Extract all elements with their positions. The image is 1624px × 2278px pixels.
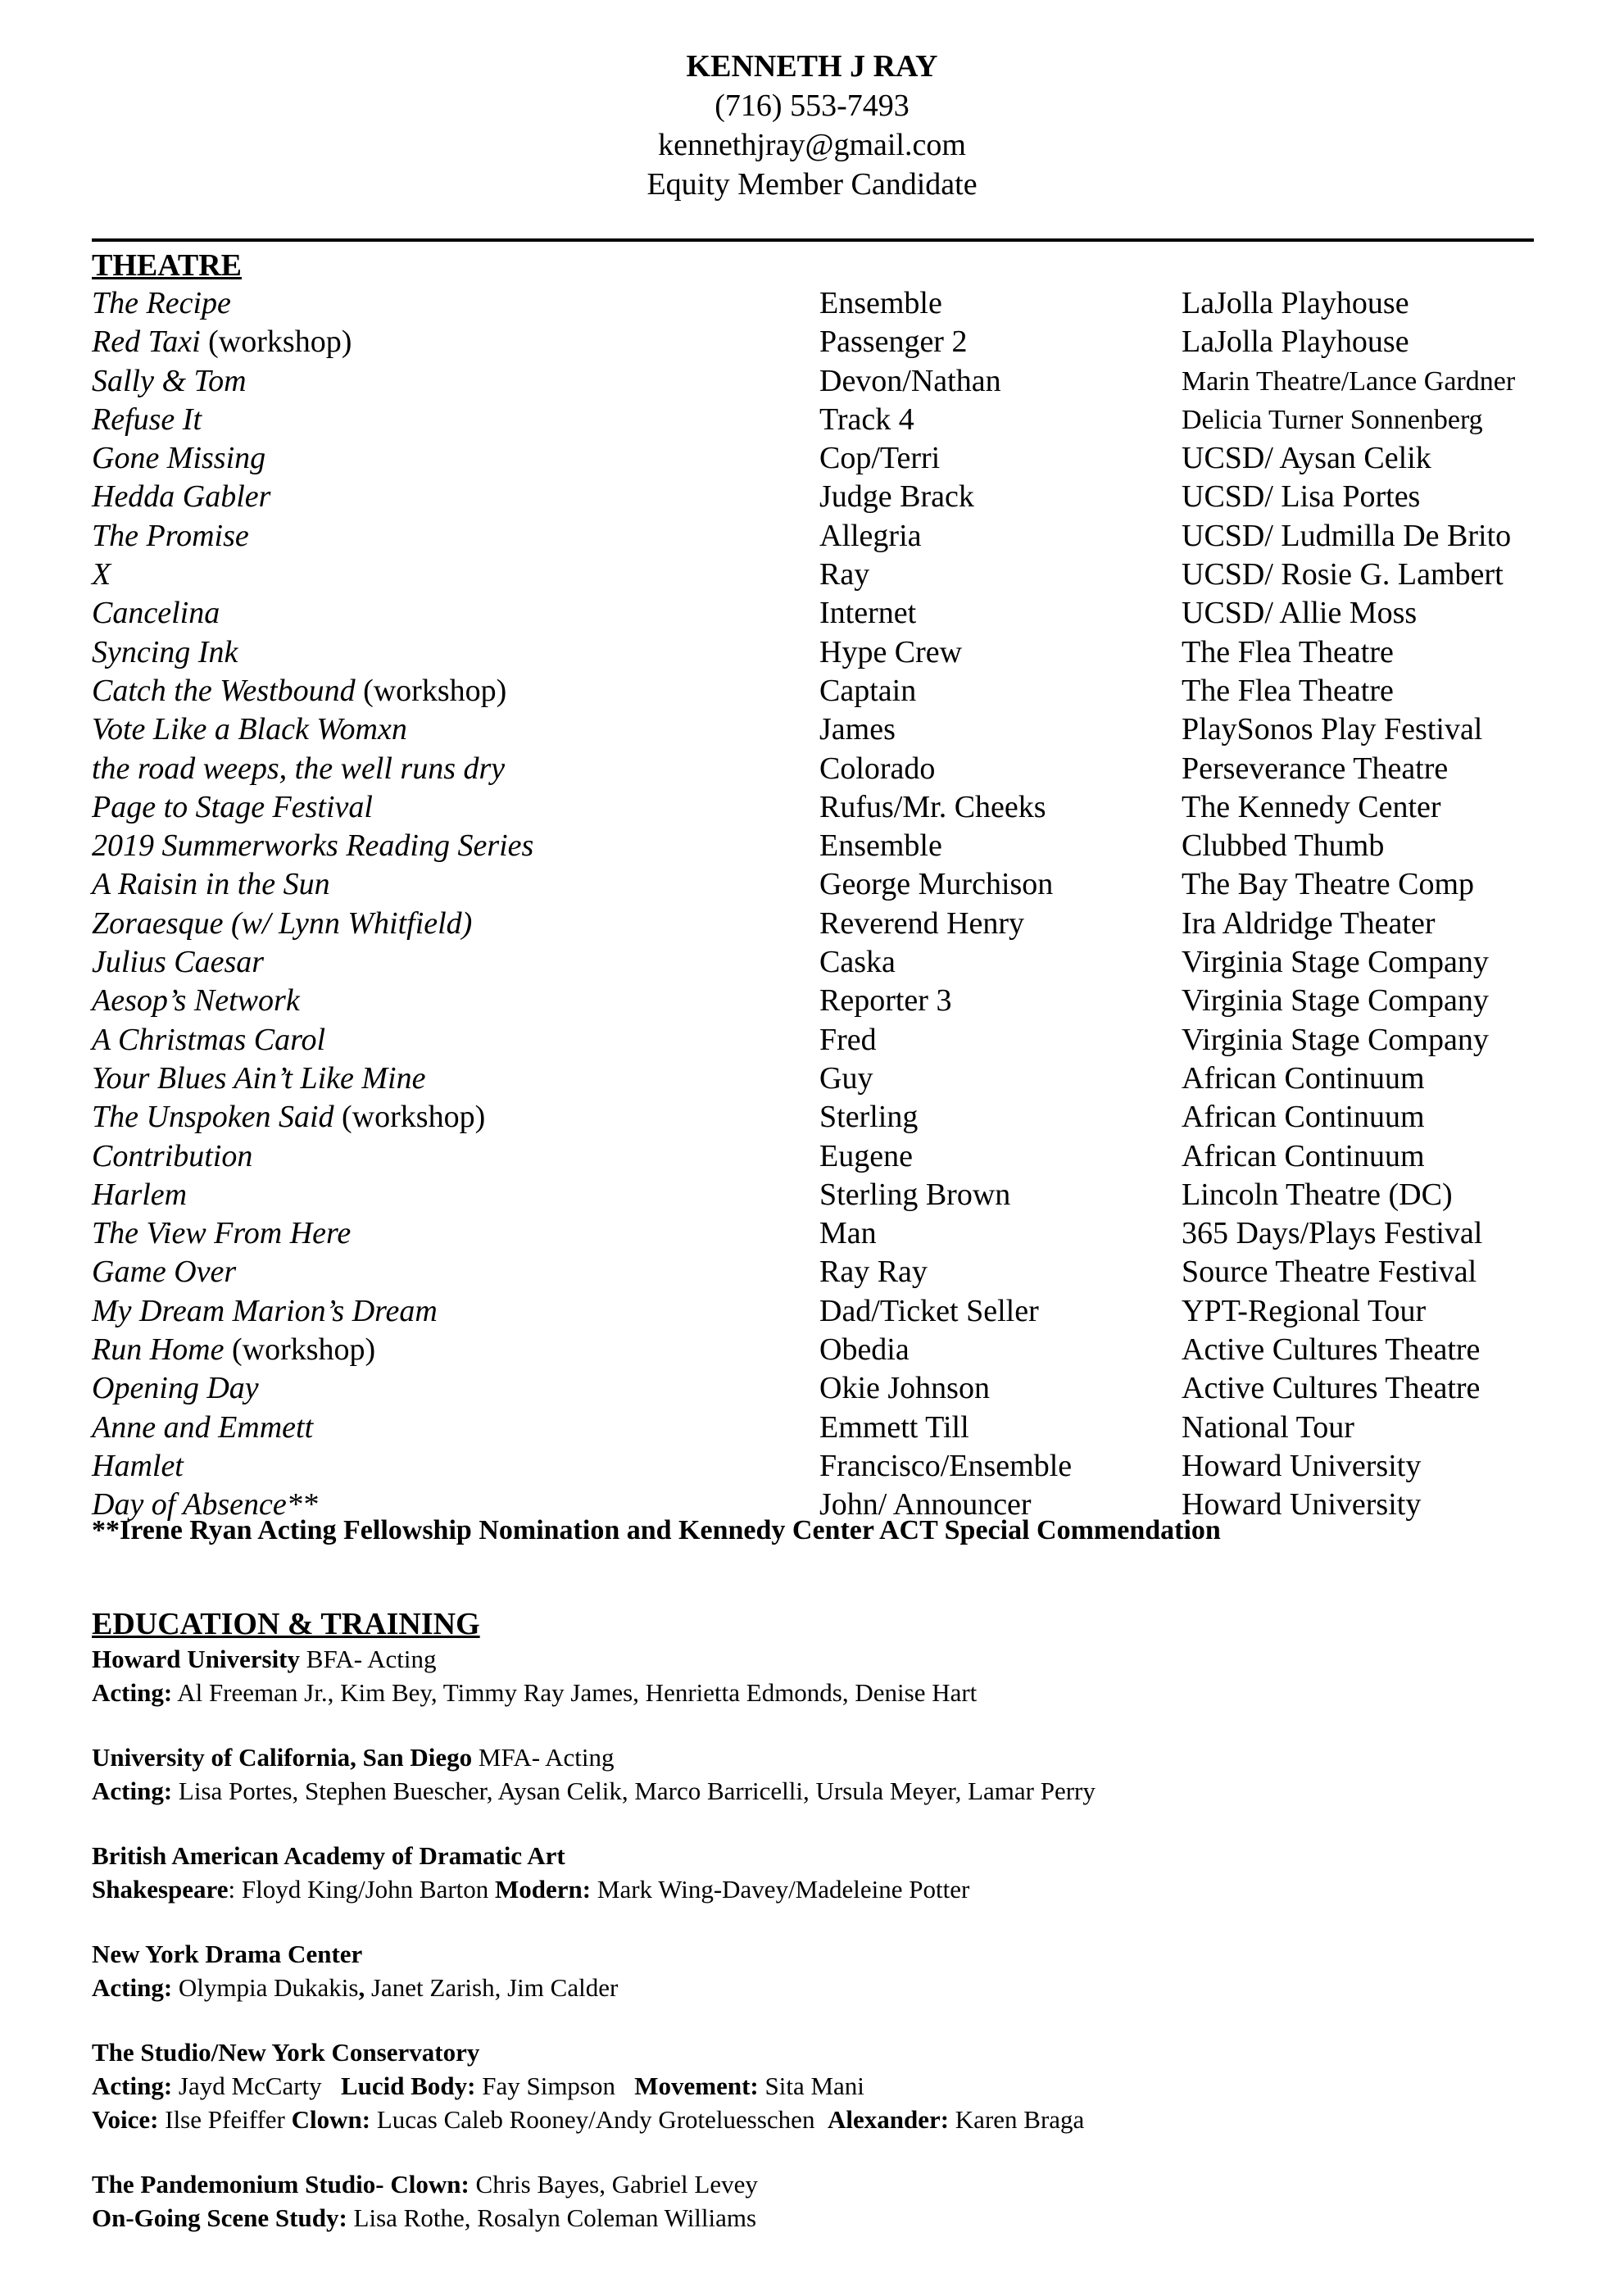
production-name: Game Over [92,1255,237,1290]
production-title [92,827,533,865]
venue: Source Theatre Festival [1182,1255,1477,1290]
teachers: Lucas Caleb Rooney/Andy Groteluesschen [370,2105,828,2134]
production-title [92,1137,252,1176]
production-name: Vote Like a Black Womxn [92,712,407,747]
role: Eugene [819,1138,913,1173]
credit-row [92,1253,1550,1291]
production-title [92,401,202,439]
degree: BFA- Acting [300,1645,437,1673]
venue: The Kennedy Center [1182,789,1441,824]
credit-row [92,672,1550,710]
education-heading: EDUCATION & TRAINING [92,1607,480,1641]
training-label: The Pandemonium Studio- Clown: [92,2170,470,2199]
phone-number: (716) 553-7493 [714,88,910,123]
production-name: Cancelina [92,596,220,631]
production-name: A Christmas Carol [92,1022,326,1057]
venue: The Bay Theatre Comp [1182,867,1475,902]
production-name: Gone Missing [92,441,266,476]
teachers: Al Freeman Jr., Kim Bey, Timmy Ray James, Henrietta Edmonds, Denise Hart [172,1678,978,1707]
credit-row [92,362,1550,401]
teachers: : Floyd King/John Barton [228,1875,496,1904]
teachers: Olympia Dukakis [172,1973,359,2002]
venue: Howard University [1182,1448,1422,1483]
role: Guy [819,1060,873,1096]
role: Caska [819,945,896,980]
credit-row [92,323,1550,361]
venue: African Continuum [1182,1138,1425,1173]
production-title [92,1331,375,1369]
production-title [92,788,373,827]
venue: 365 Days/Plays Festival [1182,1216,1483,1251]
role: Allegria [819,518,922,553]
credit-row [92,943,1550,982]
training-label: Clown: [291,2105,371,2134]
venue: Active Cultures Theatre [1182,1332,1481,1368]
credit-row [92,827,1550,865]
training-label: Acting: [92,1777,173,1805]
credit-row [92,865,1550,904]
production-name: Refuse It [92,402,202,437]
school-name: British American Academy of Dramatic Art [92,1841,565,1870]
production-title [92,517,249,556]
credit-row [92,1060,1550,1098]
venue: UCSD/ Allie Moss [1182,596,1418,631]
credit-row [92,517,1550,556]
venue: Clubbed Thumb [1182,828,1385,864]
role: George Murchison [819,867,1054,902]
credit-row [92,556,1550,594]
role: Man [819,1216,877,1251]
production-title [92,478,270,516]
credit-row [92,1409,1550,1447]
production-title [92,865,330,904]
credit-row [92,1176,1550,1214]
credit-row [92,905,1550,943]
credit-row [92,982,1550,1020]
production-title [92,1409,313,1447]
production-name: Anne and Emmett [92,1409,314,1445]
production-name: The Recipe [92,286,231,320]
production-title [92,594,220,633]
role: Ensemble [819,286,942,320]
role: Passenger 2 [819,324,968,360]
production-name: Sally & Tom [92,363,247,398]
separator: , [358,1973,365,2002]
production-name: Red Taxi [92,324,201,360]
credit-row [92,1292,1550,1331]
venue: National Tour [1182,1409,1354,1445]
training-label: Lucid Body: [340,2072,476,2100]
role: Internet [819,596,917,631]
credit-row [92,710,1550,749]
production-name: Page to Stage Festival [92,789,373,824]
production-title [92,982,300,1020]
production-name: Syncing Ink [92,634,238,669]
production-name: Julius Caesar [92,945,265,980]
teachers: Ilse Pfeiffer [158,2105,292,2134]
training-label: Acting: [92,1973,173,2002]
venue: Perseverance Theatre [1182,751,1449,786]
education-ucsd [92,1740,1534,1808]
venue: Ira Aldridge Theater [1182,905,1436,941]
credit-row [92,439,1550,478]
role: Judge Brack [819,479,974,515]
school-name: New York Drama Center [92,1940,363,1968]
training-label: Acting: [92,2072,173,2100]
school-name: University of California, San Diego [92,1743,473,1772]
role: Ray [819,557,870,592]
credit-row [92,1214,1550,1253]
production-title [92,943,264,982]
credit-row [92,1369,1550,1408]
production-title [92,710,407,749]
venue: Virginia Stage Company [1182,1022,1489,1057]
teachers: Sita Mani [758,2072,864,2100]
production-title [92,323,352,361]
email-address: kennethjray@gmail.com [658,128,966,162]
teachers: Lisa Rothe, Rosalyn Coleman Williams [347,2203,757,2232]
production-name: The Promise [92,518,249,553]
credit-row [92,1137,1550,1176]
role: Emmett Till [819,1409,969,1445]
role: Reverend Henry [819,905,1025,941]
venue: UCSD/ Rosie G. Lambert [1182,557,1504,592]
credit-row [92,594,1550,633]
school-name: The Studio/New York Conservatory [92,2038,480,2067]
role: Rufus/Mr. Cheeks [819,789,1046,824]
production-name: Aesop’s Network [92,983,300,1019]
venue: Lincoln Theatre (DC) [1182,1177,1453,1212]
role: Francisco/Ensemble [819,1448,1073,1483]
credit-row [92,284,1550,323]
production-title [92,672,506,710]
education-bada [92,1839,1534,1906]
role: Cop/Terri [819,441,941,476]
venue: LaJolla Playhouse [1182,286,1409,320]
production-note: (workshop) [224,1332,376,1368]
role: Ray Ray [819,1255,928,1290]
role: Sterling [819,1100,919,1135]
credit-row [92,1331,1550,1369]
production-name: Day of Absence** [92,1487,318,1522]
venue: Howard University [1182,1487,1422,1522]
venue: PlaySonos Play Festival [1182,712,1483,747]
role: Captain [819,673,917,708]
production-name: The View From Here [92,1216,352,1251]
header-divider [92,238,1534,242]
production-title [92,750,505,788]
production-name: Zoraesque (w/ Lynn Whitfield) [92,905,473,941]
teachers: Lisa Portes, Stephen Buescher, Aysan Celik, Marco Barricelli, Ursula Meyer, Lamar Perry [172,1777,1096,1805]
credit-row [92,478,1550,516]
education-nydc [92,1937,1534,2004]
credit-row [92,750,1550,788]
production-name: X [92,557,111,592]
production-name: Hamlet [92,1448,184,1483]
training-label: Movement: [634,2072,759,2100]
production-name: the road weeps, the well runs dry [92,751,506,786]
venue: The Flea Theatre [1182,634,1394,669]
venue: LaJolla Playhouse [1182,324,1409,360]
production-title [92,1098,485,1137]
production-title [92,905,472,943]
venue: UCSD/ Ludmilla De Brito [1182,518,1512,553]
teachers: Janet Zarish, Jim Calder [365,1973,619,2002]
theatre-credits [92,284,1550,1525]
role: Track 4 [819,402,914,437]
production-title [92,1021,325,1060]
training-label: Voice: [92,2105,159,2134]
training-label: On-Going Scene Study: [92,2203,347,2232]
role: James [819,712,896,747]
production-name: Harlem [92,1177,188,1212]
role: John/ Announcer [819,1487,1032,1522]
training-label: Shakespeare [92,1875,229,1904]
theatre-heading: THEATRE [92,248,243,283]
production-name: 2019 Summerworks Reading Series [92,828,534,864]
production-title [92,633,238,672]
education-list [92,1642,1534,2235]
production-title [92,556,111,594]
production-name: The Unspoken Said [92,1100,334,1135]
venue: African Continuum [1182,1100,1425,1135]
production-name: Your Blues Ain’t Like Mine [92,1060,426,1096]
role: Ensemble [819,828,942,864]
education-studio [92,2035,1534,2136]
venue: Active Cultures Theatre [1182,1371,1481,1406]
production-name: Opening Day [92,1371,259,1406]
production-title [92,362,247,401]
production-title [92,439,265,478]
union-status: Equity Member Candidate [646,167,978,202]
production-name: Run Home [92,1332,225,1368]
production-title [92,1176,187,1214]
venue: African Continuum [1182,1060,1425,1096]
production-note: (workshop) [200,324,352,360]
role: Colorado [819,751,936,786]
production-title [92,1214,351,1253]
production-name: Contribution [92,1138,253,1173]
credit-row [92,1098,1550,1137]
venue: YPT-Regional Tour [1182,1293,1427,1328]
venue: UCSD/ Aysan Celik [1182,441,1431,476]
school-name: Howard University [92,1645,301,1673]
education-other [92,2167,1534,2235]
role: Okie Johnson [819,1371,990,1406]
production-title [92,1292,438,1331]
venue: UCSD/ Lisa Portes [1182,479,1421,515]
production-title [92,1253,236,1291]
teachers: Jayd McCarty [172,2072,341,2100]
credit-row [92,1447,1550,1486]
role: Fred [819,1022,877,1057]
credit-row [92,401,1550,439]
training-label: Acting: [92,1678,173,1707]
actor-name: KENNETH J RAY [686,49,938,84]
production-name: My Dream Marion’s Dream [92,1293,438,1328]
role: Devon/Nathan [819,363,1001,398]
teachers: Fay Simpson [475,2072,635,2100]
degree: MFA- Acting [472,1743,615,1772]
credit-row [92,633,1550,672]
venue: Marin Theatre/Lance Gardner [1182,365,1516,397]
education-howard [92,1642,1534,1709]
award-note: **Irene Ryan Acting Fellowship Nomination and Kennedy Center ACT Special Commendation [92,1515,1221,1545]
teachers: Chris Bayes, Gabriel Levey [469,2170,758,2199]
role: Reporter 3 [819,983,952,1019]
production-note: (workshop) [333,1100,486,1135]
training-label: Modern: [495,1875,592,1904]
production-name: Catch the Westbound [92,673,356,708]
production-name: A Raisin in the Sun [92,867,330,902]
role: Dad/Ticket Seller [819,1293,1039,1328]
teachers: Karen Braga [949,2105,1085,2134]
venue: The Flea Theatre [1182,673,1394,708]
production-note: (workshop) [355,673,507,708]
production-title [92,1060,425,1098]
venue: Virginia Stage Company [1182,945,1489,980]
role: Obedia [819,1332,910,1368]
production-title [92,1447,184,1486]
production-title [92,284,231,323]
production-name: Hedda Gabler [92,479,271,515]
venue: Virginia Stage Company [1182,983,1489,1019]
training-label: Alexander: [827,2105,950,2134]
venue: Delicia Turner Sonnenberg [1182,404,1483,435]
production-title [92,1369,259,1408]
role: Hype Crew [819,634,963,669]
teachers: Mark Wing-Davey/Madeleine Potter [591,1875,970,1904]
role: Sterling Brown [819,1177,1011,1212]
credit-row [92,788,1550,827]
credit-row [92,1021,1550,1060]
